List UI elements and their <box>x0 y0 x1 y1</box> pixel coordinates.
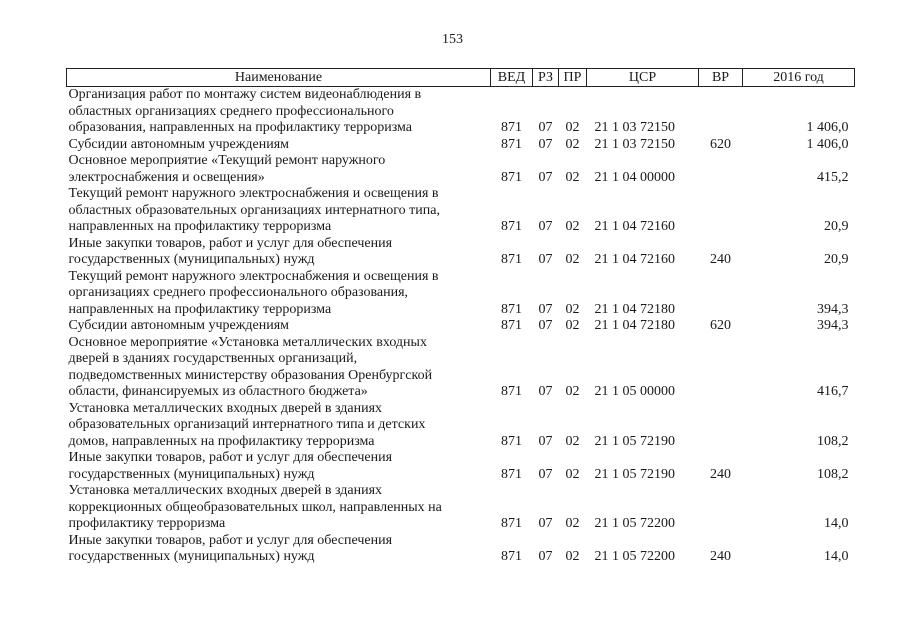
row-name-line: областных образовательных организациях интернатного типа, <box>68 202 440 218</box>
row-ved: 871 <box>501 169 522 185</box>
row-name <box>67 186 491 236</box>
row-amount: 1 406,0 <box>806 136 849 152</box>
row-rz: 07 <box>538 252 553 267</box>
header-rz: РЗ <box>533 69 559 87</box>
row-amount: 394,3 <box>817 318 849 333</box>
row-name <box>67 401 491 451</box>
row-name-line: Установка металлических входных дверей в зданиях <box>68 483 383 498</box>
row-name-line: Текущий ремонт наружного электроснабжения и освещения в <box>68 186 439 201</box>
row-name-line: Иные закупки товаров, работ и услуг для обеспечения <box>68 450 393 465</box>
table-row <box>67 153 855 186</box>
row-pr: 02 <box>565 136 580 152</box>
row-pr: 02 <box>565 252 580 267</box>
table-row <box>67 186 855 236</box>
row-vr: 240 <box>710 466 731 482</box>
row-csr: 21 1 03 72150 <box>594 136 675 152</box>
header-name: Наименование <box>67 69 491 87</box>
row-rz: 07 <box>538 549 553 564</box>
row-name-line: области, финансируемых из областного бюджета» <box>68 384 368 399</box>
row-name-line: областных организациях среднего профессионального <box>68 103 394 119</box>
row-name-line: Субсидии автономным учреждениям <box>68 318 290 333</box>
table-row <box>67 87 855 137</box>
row-name-line: государственных (муниципальных) нужд <box>68 252 315 267</box>
row-name-line: Установка металлических входных дверей в зданиях <box>68 400 383 416</box>
row-rz: 07 <box>538 120 553 135</box>
row-pr: 02 <box>565 466 580 482</box>
row-pr: 02 <box>565 318 580 333</box>
row-csr: 21 1 05 72190 <box>594 433 675 449</box>
table-row <box>67 236 855 269</box>
row-rz: 07 <box>538 136 553 152</box>
row-csr: 21 1 05 72200 <box>594 516 675 531</box>
table-row <box>67 318 855 335</box>
row-ved: 871 <box>501 549 522 564</box>
row-csr: 21 1 05 72190 <box>594 466 675 482</box>
table-row <box>67 137 855 154</box>
row-ved: 871 <box>501 120 522 135</box>
row-vr: 620 <box>710 136 731 152</box>
row-rz: 07 <box>538 318 553 333</box>
row-pr: 02 <box>565 433 580 449</box>
row-name <box>67 483 491 533</box>
table-body <box>67 87 855 566</box>
header-ved: ВЕД <box>491 69 533 87</box>
row-name <box>67 318 491 335</box>
row-pr: 02 <box>565 384 580 399</box>
row-pr: 02 <box>565 120 580 135</box>
row-ved: 871 <box>501 301 522 317</box>
row-csr: 21 1 04 00000 <box>594 169 675 185</box>
row-ved: 871 <box>501 252 522 267</box>
row-vr <box>699 87 743 137</box>
row-name-line: дверей в зданиях государственных организаций, <box>68 351 358 366</box>
row-vr <box>699 153 743 186</box>
row-amount: 1 406,0 <box>806 120 849 135</box>
row-pr: 02 <box>565 516 580 531</box>
row-name <box>67 236 491 269</box>
row-amount: 14,0 <box>824 549 849 564</box>
row-rz: 07 <box>538 466 553 482</box>
header-pr: ПР <box>559 69 587 87</box>
table-row <box>67 450 855 483</box>
row-name-line: Иные закупки товаров, работ и услуг для обеспечения <box>68 532 393 548</box>
page-number: 153 <box>442 32 463 47</box>
row-amount: 415,2 <box>817 169 849 185</box>
row-name-line: направленных на профилактику терроризма <box>68 219 332 234</box>
row-amount: 416,7 <box>817 384 849 399</box>
row-csr: 21 1 04 72160 <box>594 219 675 234</box>
row-rz: 07 <box>538 516 553 531</box>
row-name-line: Субсидии автономным учреждениям <box>68 136 290 152</box>
row-name-line: Организация работ по монтажу систем видеонаблюдения в <box>68 87 422 102</box>
row-ved: 871 <box>501 433 522 449</box>
row-rz: 07 <box>538 219 553 234</box>
row-vr <box>699 483 743 533</box>
header-vr: ВР <box>699 69 743 87</box>
row-ved: 871 <box>501 466 522 482</box>
row-amount: 108,2 <box>817 433 849 449</box>
row-name <box>67 269 491 319</box>
row-name-line: образования, направленных на профилактику терроризма <box>68 120 413 135</box>
row-name <box>67 533 491 566</box>
row-csr: 21 1 05 72200 <box>594 549 675 564</box>
row-name-line: Основное мероприятие «Текущий ремонт наружного <box>68 153 386 168</box>
row-csr: 21 1 05 00000 <box>594 384 675 399</box>
table-row <box>67 401 855 451</box>
row-ved: 871 <box>501 516 522 531</box>
row-rz: 07 <box>538 301 553 317</box>
row-name <box>67 450 491 483</box>
row-amount: 14,0 <box>824 516 849 531</box>
table-row <box>67 269 855 319</box>
row-vr <box>699 269 743 319</box>
row-vr <box>699 186 743 236</box>
row-name-line: Иные закупки товаров, работ и услуг для обеспечения <box>68 235 393 251</box>
row-vr: 240 <box>710 549 731 564</box>
row-csr: 21 1 03 72150 <box>594 120 675 135</box>
row-name-line: коррекционных общеобразовательных школ, направленных на <box>68 499 442 515</box>
row-vr: 240 <box>710 252 731 267</box>
row-pr: 02 <box>565 301 580 317</box>
row-csr: 21 1 04 72180 <box>594 318 675 333</box>
row-pr: 02 <box>565 219 580 234</box>
row-name <box>67 87 491 137</box>
row-name-line: Текущий ремонт наружного электроснабжения и освещения в <box>68 268 439 284</box>
table-row <box>67 533 855 566</box>
row-ved: 871 <box>501 318 522 333</box>
table-row <box>67 483 855 533</box>
row-csr: 21 1 04 72180 <box>594 301 675 317</box>
table-row <box>67 335 855 401</box>
row-name-line: образовательных организаций интернатного типа и детских <box>68 417 426 432</box>
table-header-row <box>67 69 855 87</box>
row-name-line: государственных (муниципальных) нужд <box>68 549 315 564</box>
row-name-line: Основное мероприятие «Установка металлических входных <box>68 334 427 350</box>
row-ved: 871 <box>501 136 522 152</box>
row-name-line: организациях среднего профессионального образования, <box>68 285 409 300</box>
header-csr: ЦСР <box>587 69 699 87</box>
row-name-line: домов, направленных на профилактику терроризма <box>68 433 375 449</box>
row-ved: 871 <box>501 219 522 234</box>
row-name-line: направленных на профилактику терроризма <box>68 301 332 317</box>
row-amount: 108,2 <box>817 466 849 482</box>
row-csr: 21 1 04 72160 <box>594 252 675 267</box>
row-amount: 20,9 <box>824 219 849 234</box>
row-name-line: подведомственных министерству образования Оренбургской <box>68 367 433 383</box>
row-name <box>67 335 491 401</box>
row-pr: 02 <box>565 549 580 564</box>
row-name-line: государственных (муниципальных) нужд <box>68 466 315 482</box>
row-pr: 02 <box>565 169 580 185</box>
budget-table <box>66 68 855 566</box>
row-vr: 620 <box>710 318 731 333</box>
row-rz: 07 <box>538 169 553 185</box>
row-vr <box>699 335 743 401</box>
header-year: 2016 год <box>743 69 855 87</box>
row-name-line: электроснабжения и освещения» <box>68 169 265 185</box>
row-amount: 20,9 <box>824 252 849 267</box>
row-rz: 07 <box>538 433 553 449</box>
row-amount: 394,3 <box>817 301 849 317</box>
row-name <box>67 153 491 186</box>
row-rz: 07 <box>538 384 553 399</box>
row-vr <box>699 401 743 451</box>
row-name <box>67 137 491 154</box>
row-ved: 871 <box>501 384 522 399</box>
row-name-line: профилактику терроризма <box>68 516 226 531</box>
